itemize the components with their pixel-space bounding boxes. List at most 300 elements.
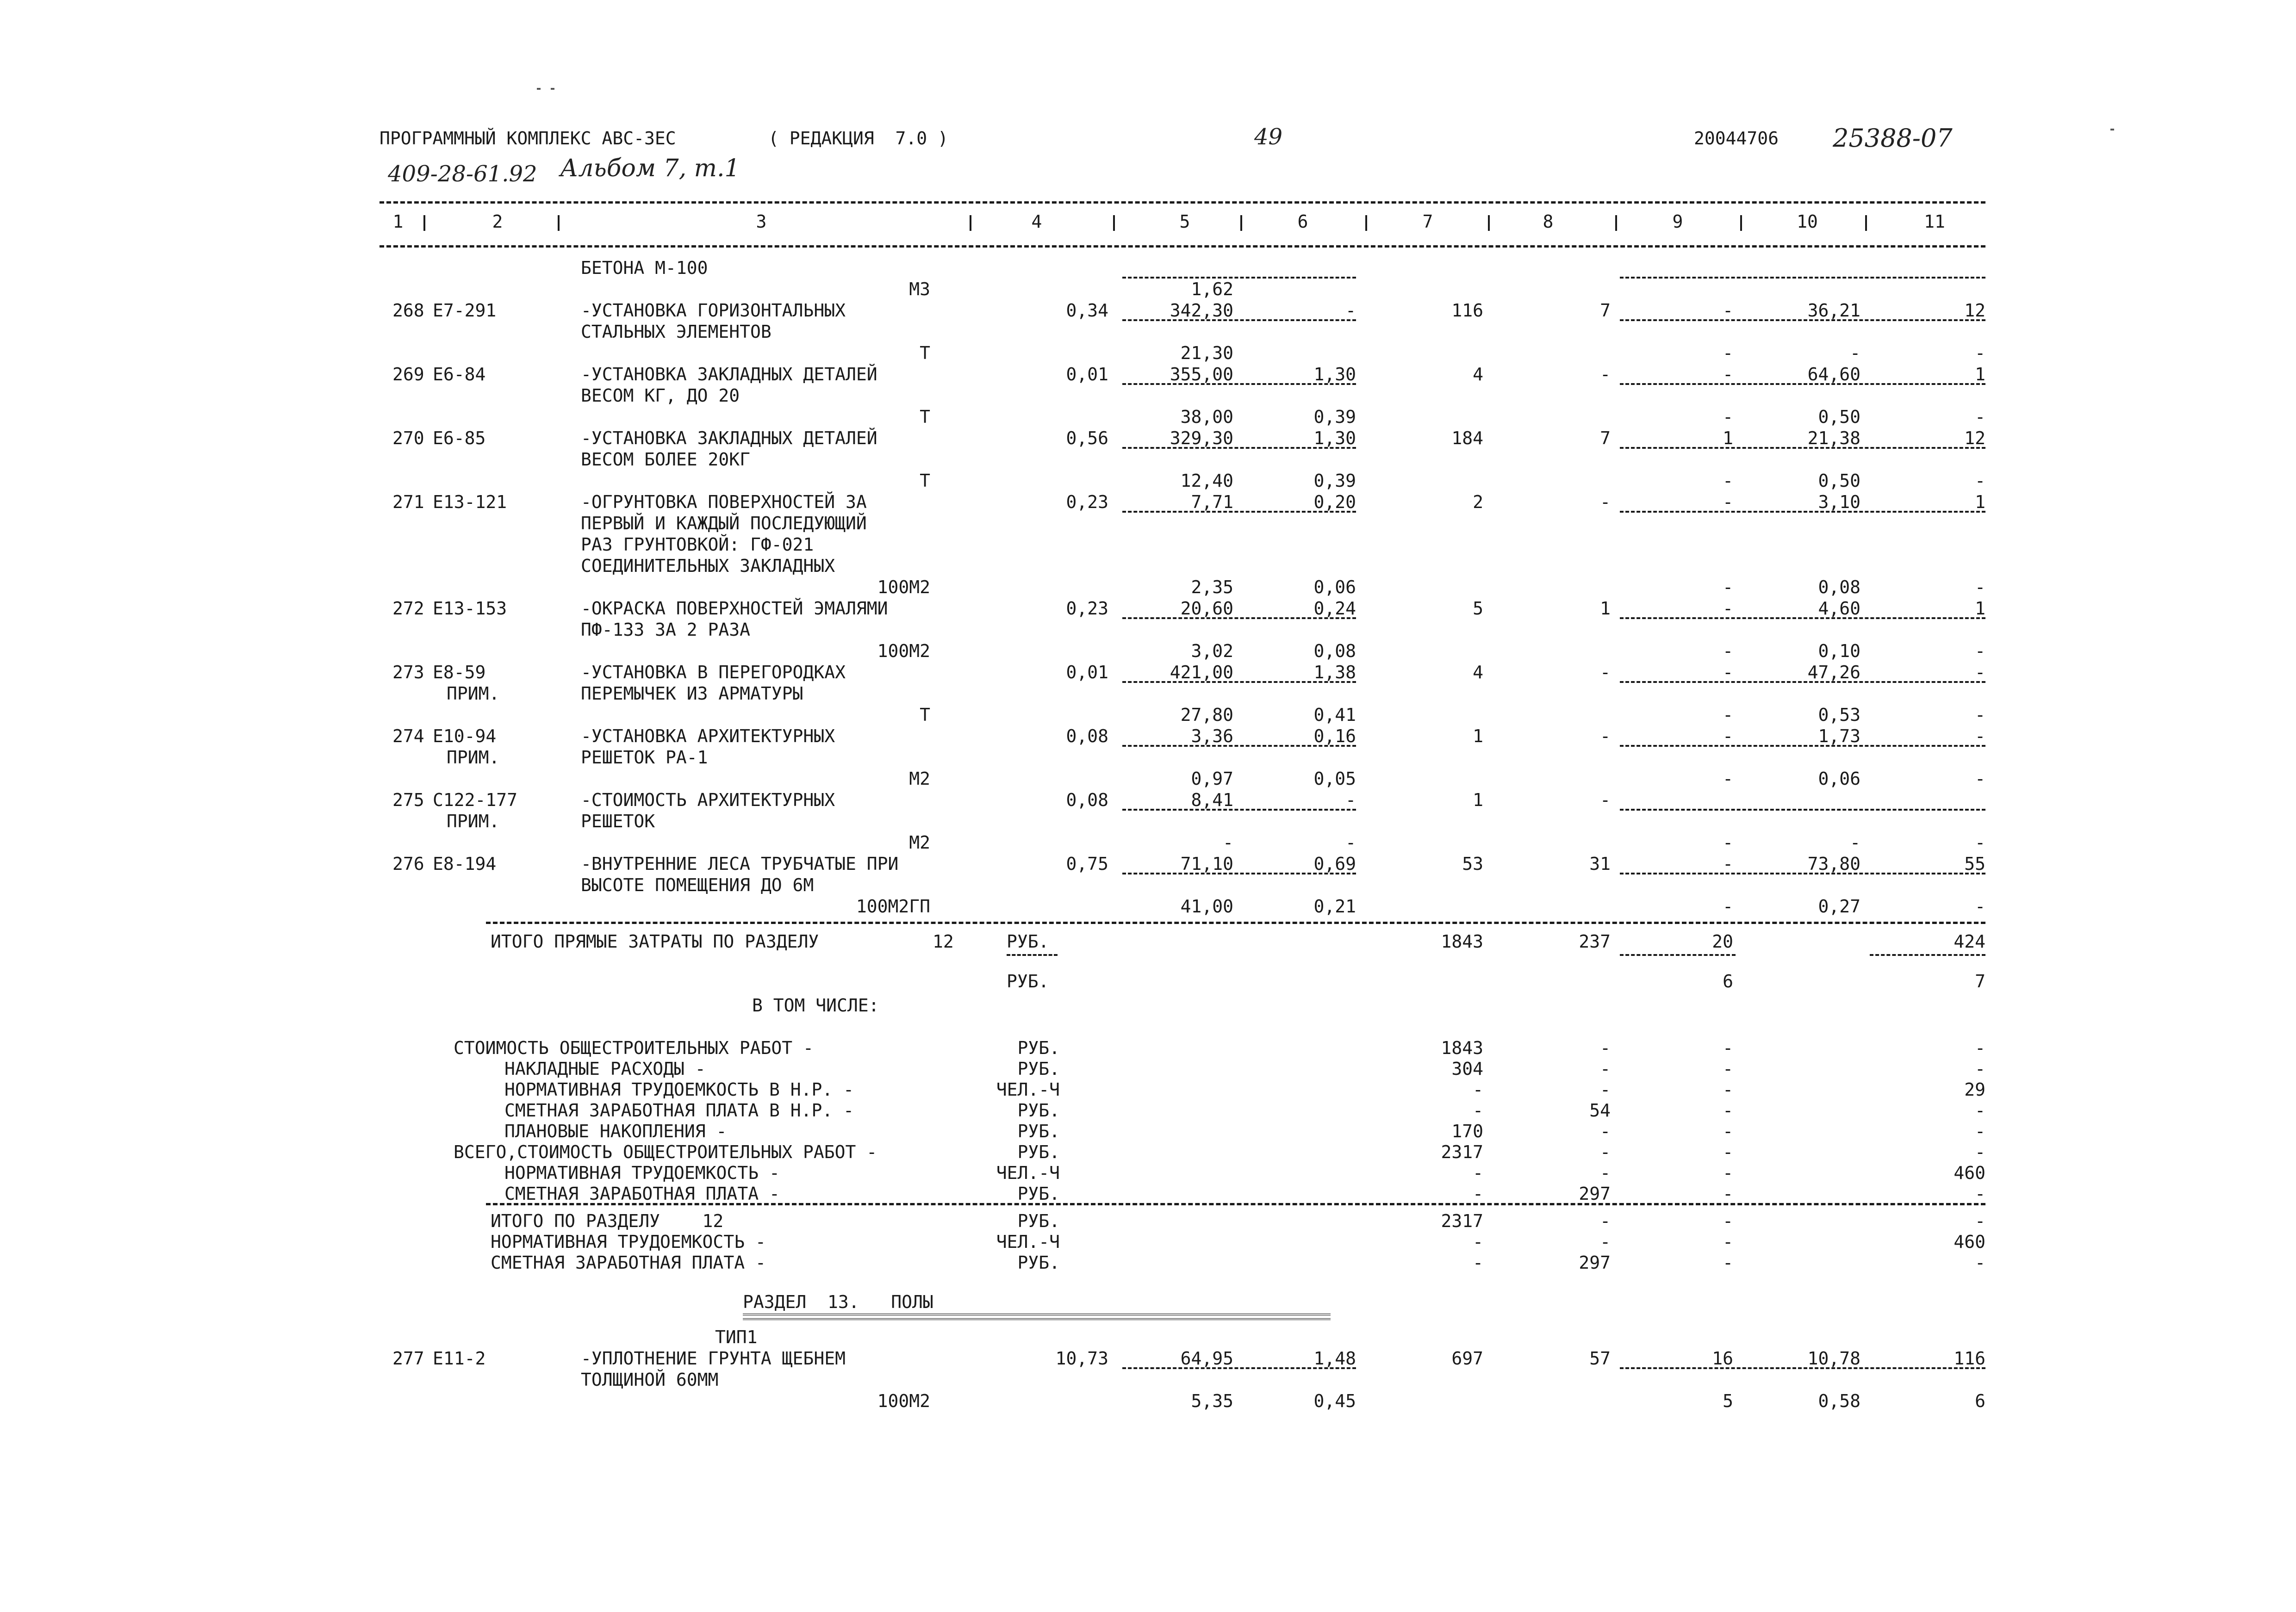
direct-costs-unit: РУБ. — [1007, 931, 1049, 952]
summary-labor: - — [1975, 1100, 1985, 1121]
item-number: 268 — [392, 300, 424, 321]
summary-unit: РУБ. — [1017, 1184, 1060, 1204]
unit-machine-cost: 1,48 — [1313, 1348, 1356, 1369]
column-separator — [1240, 215, 1242, 231]
sub-rule — [1620, 511, 1985, 513]
summary-label: НОРМАТИВНАЯ ТРУДОЕМКОСТЬ В Н.Р. - — [504, 1079, 854, 1100]
unit-price: 421,00 — [1170, 662, 1233, 682]
unit-machine-cost: 0,69 — [1313, 854, 1356, 874]
unit-of-measure: Т — [920, 407, 930, 427]
labor-unit-machinists: 0,50 — [1818, 471, 1860, 491]
unit-of-measure: М3 — [909, 279, 930, 299]
work-description: -СТОИМОСТЬ АРХИТЕКТУРНЫХ — [581, 790, 835, 810]
summary-label: ПЛАНОВЫЕ НАКОПЛЕНИЯ - — [504, 1121, 727, 1141]
column-number: 9 — [1672, 211, 1683, 232]
summary-machine-salary: - — [1723, 1121, 1733, 1141]
summary-labor: - — [1975, 1184, 1985, 1204]
norm-code: Е7-291 — [433, 300, 497, 321]
total-salary: 7 — [1600, 428, 1611, 448]
summary-label: НАКЛАДНЫЕ РАСХОДЫ - — [504, 1059, 706, 1079]
summary-cost: 304 — [1451, 1059, 1483, 1079]
labor-total-machinists: - — [1975, 641, 1985, 661]
labor-unit-machinists: 0,53 — [1818, 705, 1860, 725]
norm-code: Е13-153 — [433, 598, 507, 619]
section-total-rule — [486, 1203, 1985, 1205]
labor-unit-machinists: 0,10 — [1818, 641, 1860, 661]
item-number: 272 — [392, 598, 424, 619]
work-description: -УПЛОТНЕНИЕ ГРУНТА ЩЕБНЕМ — [581, 1348, 846, 1369]
summary-salary: 297 — [1579, 1184, 1611, 1204]
column-separator — [1488, 215, 1490, 231]
unit-machine-cost: - — [1345, 790, 1356, 810]
unit-price: 3,36 — [1191, 726, 1233, 746]
norm-code-note: ПРИМ. — [447, 811, 500, 831]
machine-salary-total: - — [1723, 705, 1733, 725]
project-code: 409-28-61.92 — [388, 161, 537, 187]
column-separator — [1365, 215, 1367, 231]
item-number: 273 — [392, 662, 424, 682]
column-number: 5 — [1179, 211, 1190, 232]
sub-rule — [1620, 383, 1985, 385]
machine-salary-total: - — [1723, 407, 1733, 427]
section-total-machine-salary: - — [1723, 1232, 1733, 1252]
section-total-machine-salary: - — [1723, 1211, 1733, 1231]
summary-salary: - — [1600, 1038, 1611, 1058]
section-total-cost: 2317 — [1441, 1211, 1483, 1231]
work-description: -ОКРАСКА ПОВЕРХНОСТЕЙ ЭМАЛЯМИ — [581, 598, 888, 619]
price-salary: 3,02 — [1191, 641, 1233, 661]
total-salary: 1 — [1600, 598, 1611, 619]
labor-total: 55 — [1964, 854, 1985, 874]
column-number: 8 — [1543, 211, 1554, 232]
machine-salary-unit: 0,41 — [1313, 705, 1356, 725]
price-salary: 21,30 — [1180, 343, 1233, 363]
unit-of-measure: 100М2 — [877, 641, 930, 661]
item-number: 271 — [392, 492, 424, 512]
direct-costs-salary: 237 — [1579, 931, 1611, 952]
summary-machine-salary: - — [1723, 1038, 1733, 1058]
unit-machine-cost: 0,20 — [1313, 492, 1356, 512]
unit-of-measure: Т — [920, 705, 930, 725]
unit-of-measure: 100М2 — [877, 577, 930, 597]
sub-rule — [1620, 745, 1985, 747]
column-number: 4 — [1031, 211, 1042, 232]
column-number: 11 — [1924, 211, 1945, 232]
unit-of-measure: М2 — [909, 832, 930, 853]
labor-unit-machinists: 0,08 — [1818, 577, 1860, 597]
page-number: 49 — [1254, 124, 1283, 150]
norm-code: Е8-59 — [433, 662, 486, 682]
item-number: 276 — [392, 854, 424, 874]
unit-price: 355,00 — [1170, 364, 1233, 384]
labor-total-machinists: - — [1975, 705, 1985, 725]
summary-label: СТОИМОСТЬ ОБЩЕСТРОИТЕЛЬНЫХ РАБОТ - — [454, 1038, 814, 1058]
machine-salary-unit: 0,21 — [1313, 896, 1356, 917]
summary-cost: - — [1473, 1163, 1483, 1183]
machine-salary: - — [1723, 726, 1733, 746]
norm-code-note: ПРИМ. — [447, 683, 500, 704]
quantity: 10,73 — [1055, 1348, 1108, 1369]
labor-total: 116 — [1954, 1348, 1985, 1369]
quantity: 0,75 — [1066, 854, 1108, 874]
section-total-unit: РУБ. — [1017, 1252, 1060, 1273]
machine-salary-total: - — [1723, 769, 1733, 789]
summary-unit: РУБ. — [1017, 1038, 1060, 1058]
column-separator — [1740, 215, 1742, 231]
work-description: -УСТАНОВКА АРХИТЕКТУРНЫХ — [581, 726, 835, 746]
unit-price: 71,10 — [1180, 854, 1233, 874]
total-cost: 4 — [1473, 662, 1483, 682]
machine-salary: - — [1723, 364, 1733, 384]
summary-unit: ЧЕЛ.-Ч — [996, 1163, 1060, 1183]
section-total-machine-salary: - — [1723, 1252, 1733, 1273]
norm-code: С122-177 — [433, 790, 518, 810]
unit-price: 64,95 — [1180, 1348, 1233, 1369]
total-cost: 184 — [1451, 428, 1483, 448]
summary-labor: 29 — [1964, 1079, 1985, 1100]
column-separator — [1865, 215, 1867, 231]
summary-cost: 2317 — [1441, 1142, 1483, 1162]
price-salary: 12,40 — [1180, 471, 1233, 491]
machine-salary: - — [1723, 598, 1733, 619]
quantity: 0,08 — [1066, 790, 1108, 810]
machine-salary: - — [1723, 854, 1733, 874]
direct-costs-label: ИТОГО ПРЯМЫЕ ЗАТРАТЫ ПО РАЗДЕЛУ — [491, 931, 819, 952]
summary-labor: - — [1975, 1121, 1985, 1141]
summary-cost: - — [1473, 1079, 1483, 1100]
summary-unit: РУБ. — [1017, 1059, 1060, 1079]
labor-total-machinists: - — [1975, 343, 1985, 363]
scan-speck — [2110, 129, 2114, 130]
work-description: -УСТАНОВКА В ПЕРЕГОРОДКАХ — [581, 662, 846, 682]
summary-salary: - — [1600, 1121, 1611, 1141]
summary-labor: - — [1975, 1059, 1985, 1079]
sub-rule — [1122, 319, 1356, 321]
work-description: РЕШЕТОК РА-1 — [581, 747, 708, 768]
unit-of-measure: Т — [920, 471, 930, 491]
machine-salary-total: 5 — [1723, 1391, 1733, 1411]
labor-total-machinists: - — [1975, 769, 1985, 789]
labor-total: 12 — [1964, 300, 1985, 321]
machine-salary-unit: 0,45 — [1313, 1391, 1356, 1411]
summary-salary: - — [1600, 1079, 1611, 1100]
machine-salary-unit: - — [1345, 832, 1356, 853]
unit-of-measure: Т — [920, 343, 930, 363]
summary-salary: - — [1600, 1142, 1611, 1162]
norm-code: Е6-85 — [433, 428, 486, 448]
total-cost: 5 — [1473, 598, 1483, 619]
summary-cost: - — [1473, 1100, 1483, 1121]
sub-rule — [1007, 954, 1058, 956]
machine-salary-unit: 0,39 — [1313, 407, 1356, 427]
machine-salary: - — [1723, 662, 1733, 682]
column-number: 1 — [392, 211, 404, 232]
header-bottom-rule — [380, 245, 1985, 248]
total-salary: - — [1600, 492, 1611, 512]
total-salary: 57 — [1589, 1348, 1611, 1369]
work-description: СОЕДИНИТЕЛЬНЫХ ЗАКЛАДНЫХ — [581, 556, 835, 576]
machine-salary: - — [1723, 492, 1733, 512]
unit-price: 342,30 — [1170, 300, 1233, 321]
sub-rule — [1122, 1367, 1356, 1369]
sub-rule — [1620, 681, 1985, 683]
labor-unit: 3,10 — [1818, 492, 1860, 512]
labor-total: - — [1975, 662, 1985, 682]
labor-total: 12 — [1964, 428, 1985, 448]
total-cost: 697 — [1451, 1348, 1483, 1369]
summary-labor: - — [1975, 1038, 1985, 1058]
quantity: 0,01 — [1066, 662, 1108, 682]
machine-salary-total: - — [1723, 832, 1733, 853]
summary-machine-salary: - — [1723, 1100, 1733, 1121]
total-salary: - — [1600, 662, 1611, 682]
section-total-unit: ЧЕЛ.-Ч — [996, 1232, 1060, 1252]
price-salary: 38,00 — [1180, 407, 1233, 427]
work-description: РАЗ ГРУНТОВКОЙ: ГФ-021 — [581, 534, 814, 555]
total-cost: 4 — [1473, 364, 1483, 384]
quantity: 0,23 — [1066, 598, 1108, 619]
summary-machine-salary: - — [1723, 1079, 1733, 1100]
album-label: Альбом 7, т.1 — [560, 155, 740, 182]
work-description: -ВНУТРЕННИЕ ЛЕСА ТРУБЧАТЫЕ ПРИ — [581, 854, 899, 874]
column-number: 10 — [1797, 211, 1818, 232]
machine-salary-total: - — [1723, 577, 1733, 597]
section-total-labor: - — [1975, 1211, 1985, 1231]
total-cost: 53 — [1462, 854, 1483, 874]
labor-unit-machinists: 0,27 — [1818, 896, 1860, 917]
section-heading-underline — [743, 1314, 1331, 1320]
direct-costs-section: 12 — [933, 931, 954, 952]
unit-machine-cost: 0,24 — [1313, 598, 1356, 619]
norm-code: Е10-94 — [433, 726, 497, 746]
column-separator — [558, 215, 560, 231]
summary-cost: 1843 — [1441, 1038, 1483, 1058]
section-heading: РАЗДЕЛ 13. ПОЛЫ — [743, 1292, 933, 1312]
quantity: 0,23 — [1066, 492, 1108, 512]
labor-total-machinists: - — [1975, 577, 1985, 597]
section-total-label: ИТОГО ПО РАЗДЕЛУ 12 — [491, 1211, 724, 1231]
labor-total: 1 — [1975, 364, 1985, 384]
summary-labor: 460 — [1954, 1163, 1985, 1183]
direct-costs-total: 1843 — [1441, 931, 1483, 952]
total-cost: 1 — [1473, 726, 1483, 746]
quantity: 0,56 — [1066, 428, 1108, 448]
sub-rule — [1620, 319, 1985, 321]
total-salary: 7 — [1600, 300, 1611, 321]
machine-salary-unit: 0,06 — [1313, 577, 1356, 597]
direct-costs-machine-salary: 20 — [1712, 931, 1733, 952]
labor-unit: 47,26 — [1807, 662, 1860, 682]
column-separator — [423, 215, 425, 231]
column-separator — [970, 215, 971, 231]
price-salary: 27,80 — [1180, 705, 1233, 725]
labor-total-machinists: - — [1975, 407, 1985, 427]
sub-rule — [1122, 745, 1356, 747]
work-description: ВЕСОМ КГ, ДО 20 — [581, 385, 740, 406]
labor-unit: 21,38 — [1807, 428, 1860, 448]
quantity: 0,34 — [1066, 300, 1108, 321]
labor-unit: 64,60 — [1807, 364, 1860, 384]
labor-total: - — [1975, 726, 1985, 746]
sub-rule — [1122, 447, 1356, 449]
scan-speck — [537, 88, 541, 90]
unit-machine-cost: - — [1345, 300, 1356, 321]
section-total-cost: - — [1473, 1232, 1483, 1252]
summary-salary: - — [1600, 1059, 1611, 1079]
total-cost: 2 — [1473, 492, 1483, 512]
sheet-code: 25388-07 — [1833, 124, 1953, 153]
summary-label: НОРМАТИВНАЯ ТРУДОЕМКОСТЬ - — [504, 1163, 780, 1183]
unit-machine-cost: 1,38 — [1313, 662, 1356, 682]
sub-rule — [1122, 681, 1356, 683]
header-top-rule — [380, 201, 1985, 204]
norm-code-note: ПРИМ. — [447, 747, 500, 768]
item-number: 270 — [392, 428, 424, 448]
item-number: 277 — [392, 1348, 424, 1369]
work-description: ПЕРВЫЙ И КАЖДЫЙ ПОСЛЕДУЮЩИЙ — [581, 513, 867, 533]
edition-label: ( РЕДАКЦИЯ 7.0 ) — [768, 128, 948, 149]
summary-machine-salary: - — [1723, 1184, 1733, 1204]
labor-unit-machinists: - — [1850, 343, 1860, 363]
price-salary: 0,97 — [1191, 769, 1233, 789]
section-total-cost: - — [1473, 1252, 1483, 1273]
work-description: -УСТАНОВКА ЗАКЛАДНЫХ ДЕТАЛЕЙ — [581, 428, 877, 448]
summary-salary: 54 — [1589, 1100, 1611, 1121]
quantity: 0,08 — [1066, 726, 1108, 746]
sub-rule — [1620, 873, 1985, 874]
total-salary: - — [1600, 726, 1611, 746]
summary-cost: - — [1473, 1184, 1483, 1204]
sub-rule — [1122, 617, 1356, 619]
sub-rule — [1620, 1367, 1985, 1369]
unit-machine-cost: 0,16 — [1313, 726, 1356, 746]
quantity: 0,01 — [1066, 364, 1108, 384]
labor-unit-machinists: 0,58 — [1818, 1391, 1860, 1411]
summary-cost: 170 — [1451, 1121, 1483, 1141]
section-total-labor: 460 — [1954, 1232, 1985, 1252]
unit-of-measure: 100М2 — [877, 1391, 930, 1411]
labor-unit-machinists: 0,06 — [1818, 769, 1860, 789]
price-salary: 2,35 — [1191, 577, 1233, 597]
unit-price: 20,60 — [1180, 598, 1233, 619]
summary-label: ВСЕГО,СТОИМОСТЬ ОБЩЕСТРОИТЕЛЬНЫХ РАБОТ - — [454, 1142, 877, 1162]
summary-unit: РУБ. — [1017, 1121, 1060, 1141]
total-cost: 116 — [1451, 300, 1483, 321]
sub-rule — [1620, 447, 1985, 449]
labor-unit: 10,78 — [1807, 1348, 1860, 1369]
section-total-label: СМЕТНАЯ ЗАРАБОТНАЯ ПЛАТА - — [491, 1252, 766, 1273]
sub-rule — [1620, 954, 1736, 956]
column-number: 6 — [1297, 211, 1308, 232]
summary-unit: РУБ. — [1017, 1142, 1060, 1162]
summary-machine-salary: - — [1723, 1142, 1733, 1162]
item-number: 274 — [392, 726, 424, 746]
unit-price: 7,71 — [1191, 492, 1233, 512]
work-description: ВЕСОМ БОЛЕЕ 20КГ — [581, 449, 751, 470]
machine-salary-unit: 0,08 — [1313, 641, 1356, 661]
labor-unit: 36,21 — [1807, 300, 1860, 321]
unit-of-measure: М2 — [909, 769, 930, 789]
total-salary: 31 — [1589, 854, 1611, 874]
section-total-label: НОРМАТИВНАЯ ТРУДОЕМКОСТЬ - — [491, 1232, 766, 1252]
labor-total-machinists: 6 — [1975, 1391, 1985, 1411]
unit-price: 329,30 — [1170, 428, 1233, 448]
labor-total: 1 — [1975, 598, 1985, 619]
summary-labor: - — [1975, 1142, 1985, 1162]
total-cost: 1 — [1473, 790, 1483, 810]
sub-rule — [1620, 277, 1985, 279]
summary-label: СМЕТНАЯ ЗАРАБОТНАЯ ПЛАТА - — [504, 1184, 780, 1204]
column-separator — [1113, 215, 1115, 231]
program-title: ПРОГРАММНЫЙ КОМПЛЕКС АВС-3ЕС — [380, 128, 676, 149]
summary-salary: - — [1600, 1163, 1611, 1183]
work-description: СТАЛЬНЫХ ЭЛЕМЕНТОВ — [581, 322, 772, 342]
machine-salary-total: - — [1723, 471, 1733, 491]
scan-speck — [551, 88, 554, 90]
section-total-salary: 297 — [1579, 1252, 1611, 1273]
work-description: -ОГРУНТОВКА ПОВЕРХНОСТЕЙ ЗА — [581, 492, 867, 512]
unit-price: 8,41 — [1191, 790, 1233, 810]
summary-label: СМЕТНАЯ ЗАРАБОТНАЯ ПЛАТА В Н.Р. - — [504, 1100, 854, 1121]
work-description: ТОЛЩИНОЙ 60ММ — [581, 1370, 719, 1390]
unit-of-measure: 100М2ГП — [856, 896, 930, 917]
labor-total: 1 — [1975, 492, 1985, 512]
machine-salary: - — [1723, 300, 1733, 321]
totals-rule — [486, 922, 1985, 924]
labor-unit-machinists: - — [1850, 832, 1860, 853]
item-number: 275 — [392, 790, 424, 810]
machine-salary-total: - — [1723, 343, 1733, 363]
total-salary: - — [1600, 790, 1611, 810]
labor-unit: 4,60 — [1818, 598, 1860, 619]
labor-total-machinists: - — [1975, 896, 1985, 917]
summary-machine-salary: - — [1723, 1163, 1733, 1183]
price-salary: 41,00 — [1180, 896, 1233, 917]
item-number: 269 — [392, 364, 424, 384]
sub-rule — [1122, 809, 1356, 811]
norm-code: Е8-194 — [433, 854, 497, 874]
work-description: РЕШЕТОК — [581, 811, 655, 831]
sub-rule — [1122, 277, 1356, 279]
labor-unit: 1,73 — [1818, 726, 1860, 746]
unit-machine-cost: 1,30 — [1313, 428, 1356, 448]
section-total-labor: - — [1975, 1252, 1985, 1273]
section-total-unit: РУБ. — [1017, 1211, 1060, 1231]
machine-salary: 16 — [1712, 1348, 1733, 1369]
machine-salary-total: - — [1723, 641, 1733, 661]
summary-machine-salary: - — [1723, 1059, 1733, 1079]
machine-salary-total: - — [1723, 896, 1733, 917]
price-salary: - — [1223, 832, 1233, 853]
norm-code: Е13-121 — [433, 492, 507, 512]
column-number: 3 — [756, 211, 767, 232]
column-number: 2 — [492, 211, 503, 232]
sub-rule — [1620, 809, 1985, 811]
column-separator — [1615, 215, 1617, 231]
section-total-salary: - — [1600, 1232, 1611, 1252]
column-number: 7 — [1422, 211, 1433, 232]
machine-salary-unit: 0,39 — [1313, 471, 1356, 491]
labor-total-machinists: - — [1975, 832, 1985, 853]
price-salary: 1,62 — [1191, 279, 1233, 299]
direct-costs-labor: 424 — [1954, 931, 1985, 952]
work-description: БЕТОНА М-100 — [581, 258, 708, 278]
machine-salary: 1 — [1723, 428, 1733, 448]
sub-rule — [1620, 617, 1985, 619]
including-label: В ТОМ ЧИСЛЕ: — [752, 995, 879, 1016]
unit-machine-cost: 1,30 — [1313, 364, 1356, 384]
direct-costs-machine-labor: 6 — [1723, 971, 1733, 992]
